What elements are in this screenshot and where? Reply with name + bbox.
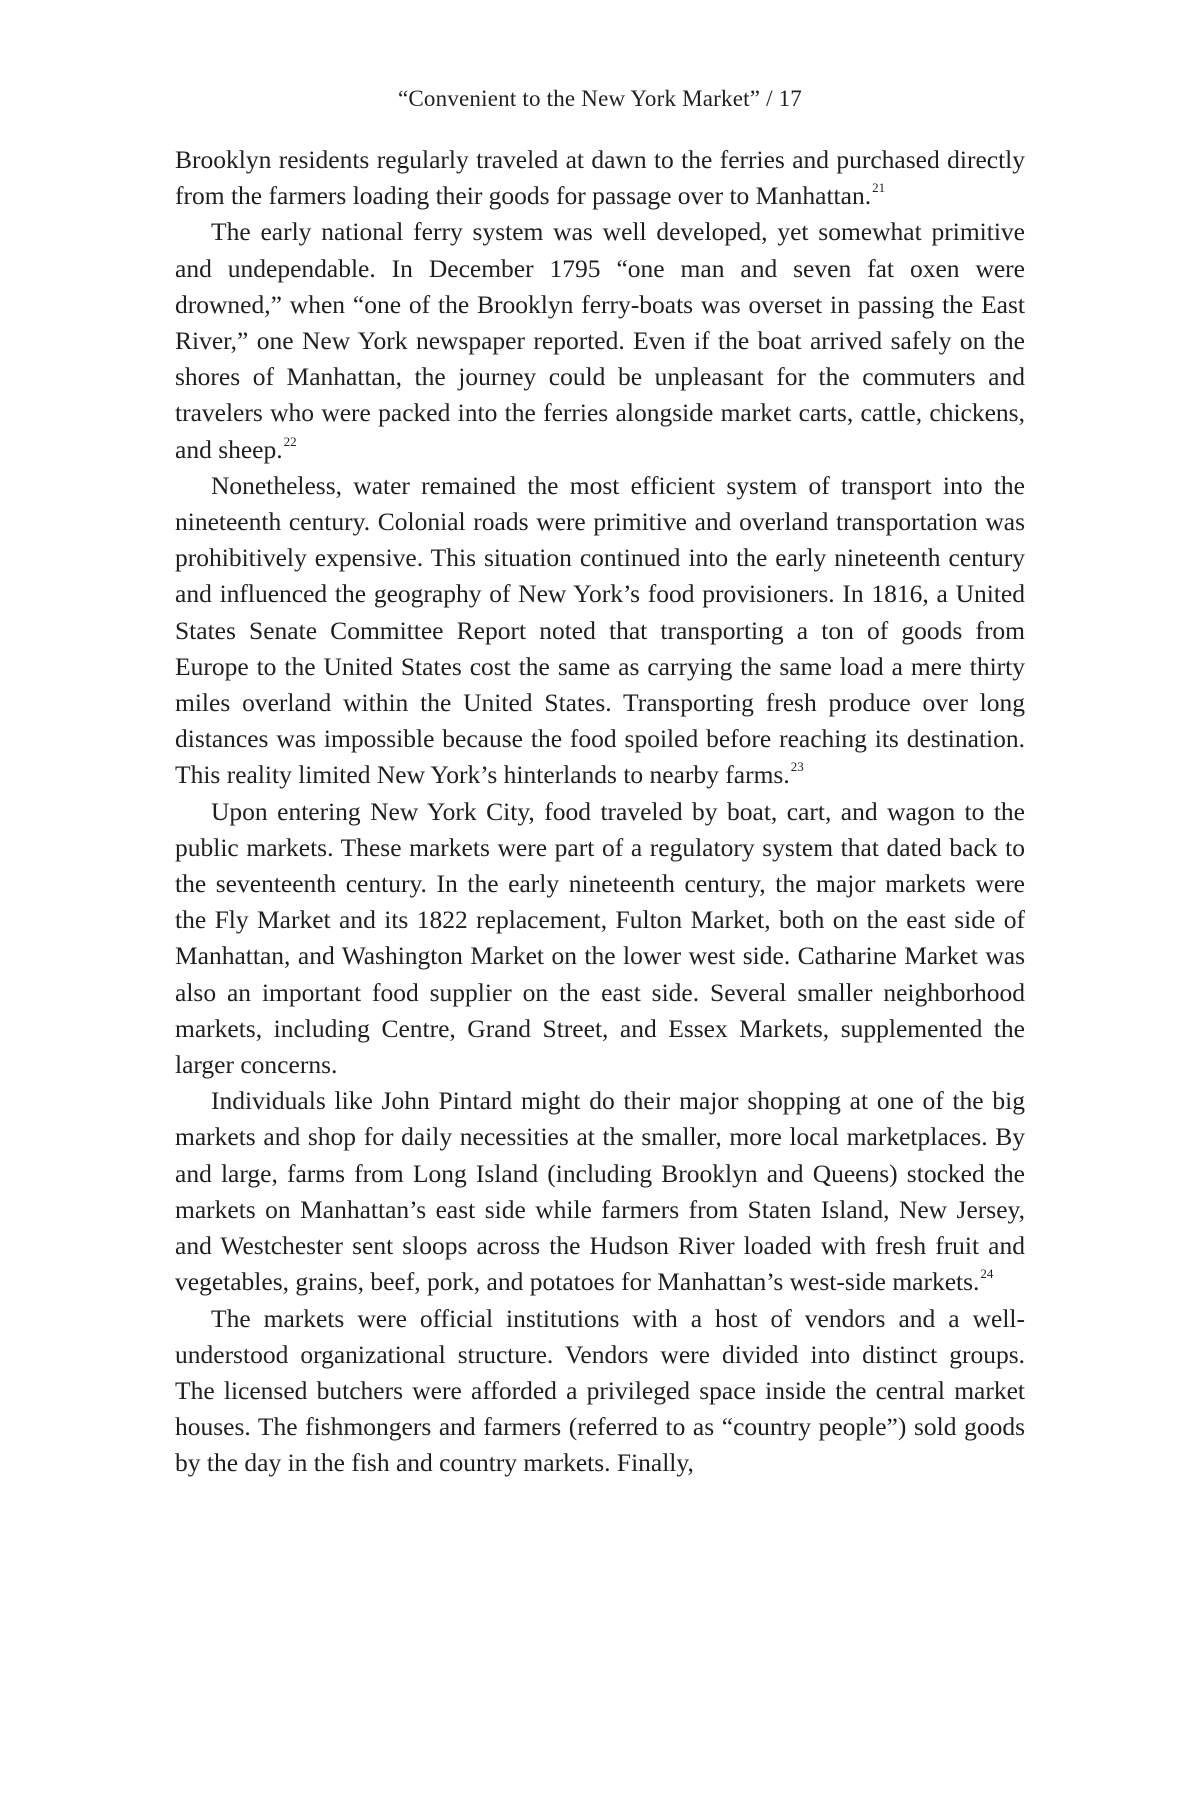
paragraph-text: The early national ferry system was well developed, yet somewhat primitive and undependable. In December 1795 “one man and seven fat oxen were drowned,” when “one of the Brooklyn ferry-boats was overset in passing the East River,” one New York newspaper reported. Even if the boat arrived safely on the shores of Manhattan, the journey could be unpleasant for the commuters and travelers who were packed into the ferries alongside market carts, cattle, chickens, and sheep. [175,217,1025,464]
body-text [175,142,1025,1482]
paragraph [175,214,1025,467]
paragraph [175,1083,1025,1300]
paragraph [175,142,1025,214]
footnote-marker: 21 [872,180,886,196]
paragraph-text: Upon entering New York City, food traveled by boat, cart, and wagon to the public markets. These markets were part of a regulatory system that dated back to the seventeenth century. In the early nineteenth century, the major markets were the Fly Market and its 1822 replacement, Fulton Market, both on the east side of Manhattan, and Washington Market on the lower west side. Catharine Market was also an important food supplier on the east side. Several smaller neighborhood markets, including Centre, Grand Street, and Essex Markets, supplemented the larger concerns. [175,796,1025,1080]
paragraph [175,468,1025,794]
footnote-marker: 24 [980,1266,994,1282]
paragraph [175,1301,1025,1482]
paragraph-text: Nonetheless, water remained the most efficient system of transport into the nineteenth century. Colonial roads were primitive and overland transportation was prohibitively expensive. This situation continued into the early nineteenth century and influenced the geography of New York’s food provisioners. In 1816, a United States Senate Committee Report noted that transporting a ton of goods from Europe to the United States cost the same as carrying the same load a mere thirty miles overland within the United States. Transporting fresh produce over long distances was impossible because the food spoiled before reaching its destination. This reality limited New York’s hinterlands to nearby farms. [175,470,1025,790]
footnote-marker: 23 [790,759,804,775]
paragraph-text: The markets were official institutions with a host of vendors and a well-understood organizational structure. Vendors were divided into distinct groups. The licensed butchers were afforded a privileged space inside the central market houses. The fishmongers and farmers (referred to as “country people”) sold goods by the day in the fish and country markets. Finally, [175,1303,1025,1478]
paragraph-text: Individuals like John Pintard might do their major shopping at one of the big markets and shop for daily necessities at the smaller, more local marketplaces. By and large, farms from Long Island (including Brooklyn and Queens) stocked the markets on Manhattan’s east side while farmers from Staten Island, New Jersey, and Westchester sent sloops across the Hudson River loaded with fresh fruit and vegetables, grains, beef, pork, and potatoes for Manhattan’s west-side markets. [175,1086,1025,1297]
paragraph-text: Brooklyn residents regularly traveled at dawn to the ferries and purchased directly from the farmers loading their goods for passage over to Manhattan. [175,145,1025,211]
footnote-marker: 22 [283,433,297,449]
paragraph [175,794,1025,1084]
running-header: “Convenient to the New York Market” / 17 [397,86,803,111]
